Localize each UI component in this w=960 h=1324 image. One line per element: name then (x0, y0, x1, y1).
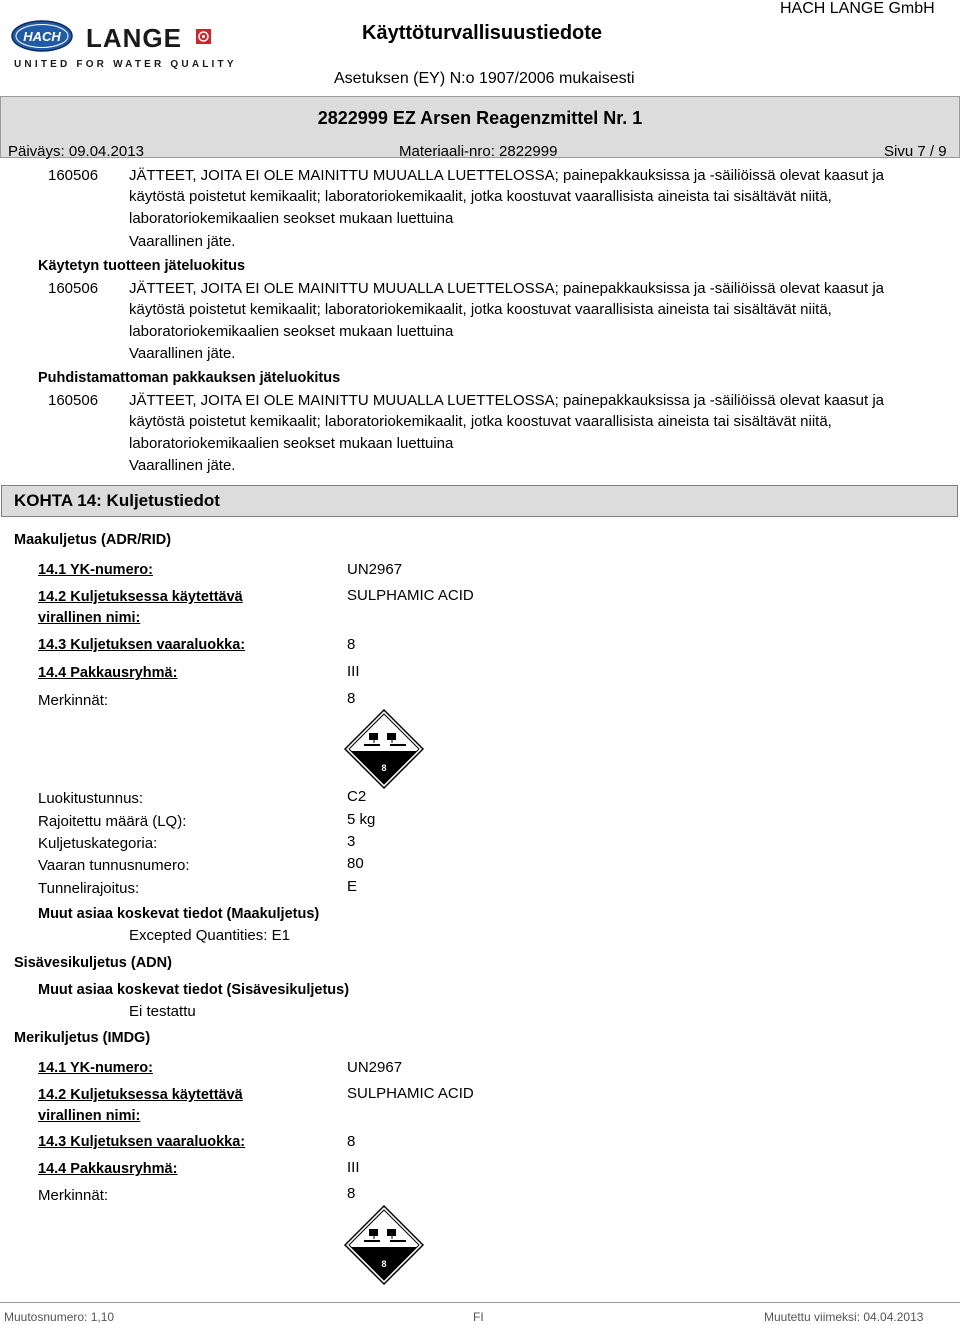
road-labels-value: 8 (347, 690, 356, 707)
company-name: HACH LANGE GmbH (780, 0, 935, 17)
sea-un-number-value: UN2967 (347, 1059, 403, 1076)
hazardous-waste-note: Vaarallinen jäte. (129, 345, 236, 362)
hazardous-waste-note: Vaarallinen jäte. (129, 457, 236, 474)
revision-number: Muutosnumero: 1,10 (4, 1310, 115, 1324)
hazardous-waste-note: Vaarallinen jäte. (129, 233, 236, 250)
sea-labels-label: Merkinnät: (38, 1187, 109, 1204)
sea-shipping-name-value: SULPHAMIC ACID (347, 1085, 474, 1102)
waste-description: JÄTTEET, JOITA EI OLE MAINITTU MUUALLA LUETTELOSSA; painepakkauksissa ja -säiliöissä olevat kaasut ja käytöstä poistetut kemikaalit; laboratoriokemikaalit, jotka koostuvat vaarallisista aineista tai sisältävät niitä, laboratoriokemikaalien seokset mukaan luettuina (129, 280, 884, 340)
document-title: Käyttöturvallisuustiedote (362, 22, 603, 44)
sea-transport-heading: Merikuljetus (IMDG) (14, 1030, 151, 1046)
language-code: FI (473, 1310, 484, 1324)
tunnel-restriction-label: Tunnelirajoitus: (38, 880, 140, 897)
classification-code-label: Luokitustunnus: (38, 790, 144, 807)
footer-divider (0, 1302, 960, 1303)
section-14-title: KOHTA 14: Kuljetustiedot (14, 491, 220, 510)
regulation-reference: Asetuksen (EY) N:o 1907/2006 mukaisesti (334, 70, 635, 87)
road-hazard-class-label: 14.3 Kuljetuksen vaaraluokka: (38, 637, 246, 653)
transport-category-value: 3 (347, 833, 356, 850)
road-other-info-value: Excepted Quantities: E1 (129, 927, 290, 944)
hach-logo-text: HACH (23, 29, 61, 44)
hazard-id-value: 80 (347, 855, 364, 872)
document-date: Päiväys: 09.04.2013 (8, 143, 144, 160)
last-modified: Muutettu viimeksi: 04.04.2013 (764, 1310, 924, 1324)
page-number: Sivu 7 / 9 (884, 143, 947, 160)
limited-quantity-label: Rajoitettu määrä (LQ): (38, 813, 187, 830)
placard-number: 8 (381, 763, 387, 773)
waste-code: 160506 (48, 392, 99, 409)
transport-category-label: Kuljetuskategoria: (38, 835, 158, 852)
sea-labels-value: 8 (347, 1185, 356, 1202)
inland-other-info-heading: Muut asiaa koskevat tiedot (Sisävesikuljetus) (38, 982, 350, 998)
road-packing-group-label: 14.4 Pakkausryhmä: (38, 665, 178, 681)
road-shipping-name-label: 14.2 Kuljetuksessa käytettävä (38, 589, 243, 605)
hazard-id-label: Vaaran tunnusnumero: (38, 857, 190, 874)
road-shipping-name-value: SULPHAMIC ACID (347, 587, 474, 604)
tunnel-restriction-value: E (347, 878, 358, 895)
waste-code: 160506 (48, 280, 99, 297)
inland-other-info-value: Ei testattu (129, 1003, 196, 1020)
road-transport-heading: Maakuljetus (ADR/RID) (14, 532, 172, 548)
road-shipping-name-label-2: virallinen nimi: (38, 610, 141, 626)
classification-code-value: C2 (347, 788, 367, 805)
sea-packing-group-value: III (347, 1159, 360, 1176)
road-un-number-label: 14.1 YK-numero: (38, 562, 153, 578)
sea-hazard-class-value: 8 (347, 1133, 356, 1150)
hach-logo (11, 20, 73, 52)
corrosive-hazard-icon (344, 709, 424, 789)
sea-packing-group-label: 14.4 Pakkausryhmä: (38, 1161, 178, 1177)
product-name: 2822999 EZ Arsen Reagenzmittel Nr. 1 (317, 108, 643, 128)
lange-logo: LANGE (86, 23, 182, 53)
road-labels-label: Merkinnät: (38, 692, 109, 709)
placard-number: 8 (381, 1259, 387, 1269)
tagline: UNITED FOR WATER QUALITY (14, 59, 237, 70)
lange-logo-icon (196, 29, 211, 44)
road-packing-group-value: III (347, 663, 360, 680)
road-other-info-heading: Muut asiaa koskevat tiedot (Maakuljetus) (38, 906, 320, 922)
limited-quantity-value: 5 kg (347, 811, 376, 828)
sea-shipping-name-label: 14.2 Kuljetuksessa käytettävä (38, 1087, 243, 1103)
sea-hazard-class-label: 14.3 Kuljetuksen vaaraluokka: (38, 1134, 246, 1150)
corrosive-hazard-icon (344, 1205, 424, 1285)
unclean-packaging-waste-heading: Puhdistamattoman pakkauksen jäteluokitus (38, 370, 341, 386)
waste-code: 160506 (48, 167, 99, 184)
waste-description: JÄTTEET, JOITA EI OLE MAINITTU MUUALLA LUETTELOSSA; painepakkauksissa ja -säiliöissä olevat kaasut ja käytöstä poistetut kemikaalit; laboratoriokemikaalit, jotka koostuvat vaarallisista aineista tai sisältävät niitä, laboratoriokemikaalien seokset mukaan luettuina (129, 167, 884, 227)
waste-description: JÄTTEET, JOITA EI OLE MAINITTU MUUALLA LUETTELOSSA; painepakkauksissa ja -säiliöissä olevat kaasut ja käytöstä poistetut kemikaalit; laboratoriokemikaalit, jotka koostuvat vaarallisista aineista tai sisältävät niitä, laboratoriokemikaalien seokset mukaan luettuina (129, 392, 884, 452)
road-un-number-value: UN2967 (347, 561, 403, 578)
material-number: Materiaali-nro: 2822999 (399, 143, 558, 160)
sea-un-number-label: 14.1 YK-numero: (38, 1060, 153, 1076)
used-product-waste-heading: Käytetyn tuotteen jäteluokitus (38, 258, 246, 274)
inland-transport-heading: Sisävesikuljetus (ADN) (14, 955, 172, 971)
sea-shipping-name-label-2: virallinen nimi: (38, 1108, 141, 1124)
road-hazard-class-value: 8 (347, 636, 356, 653)
